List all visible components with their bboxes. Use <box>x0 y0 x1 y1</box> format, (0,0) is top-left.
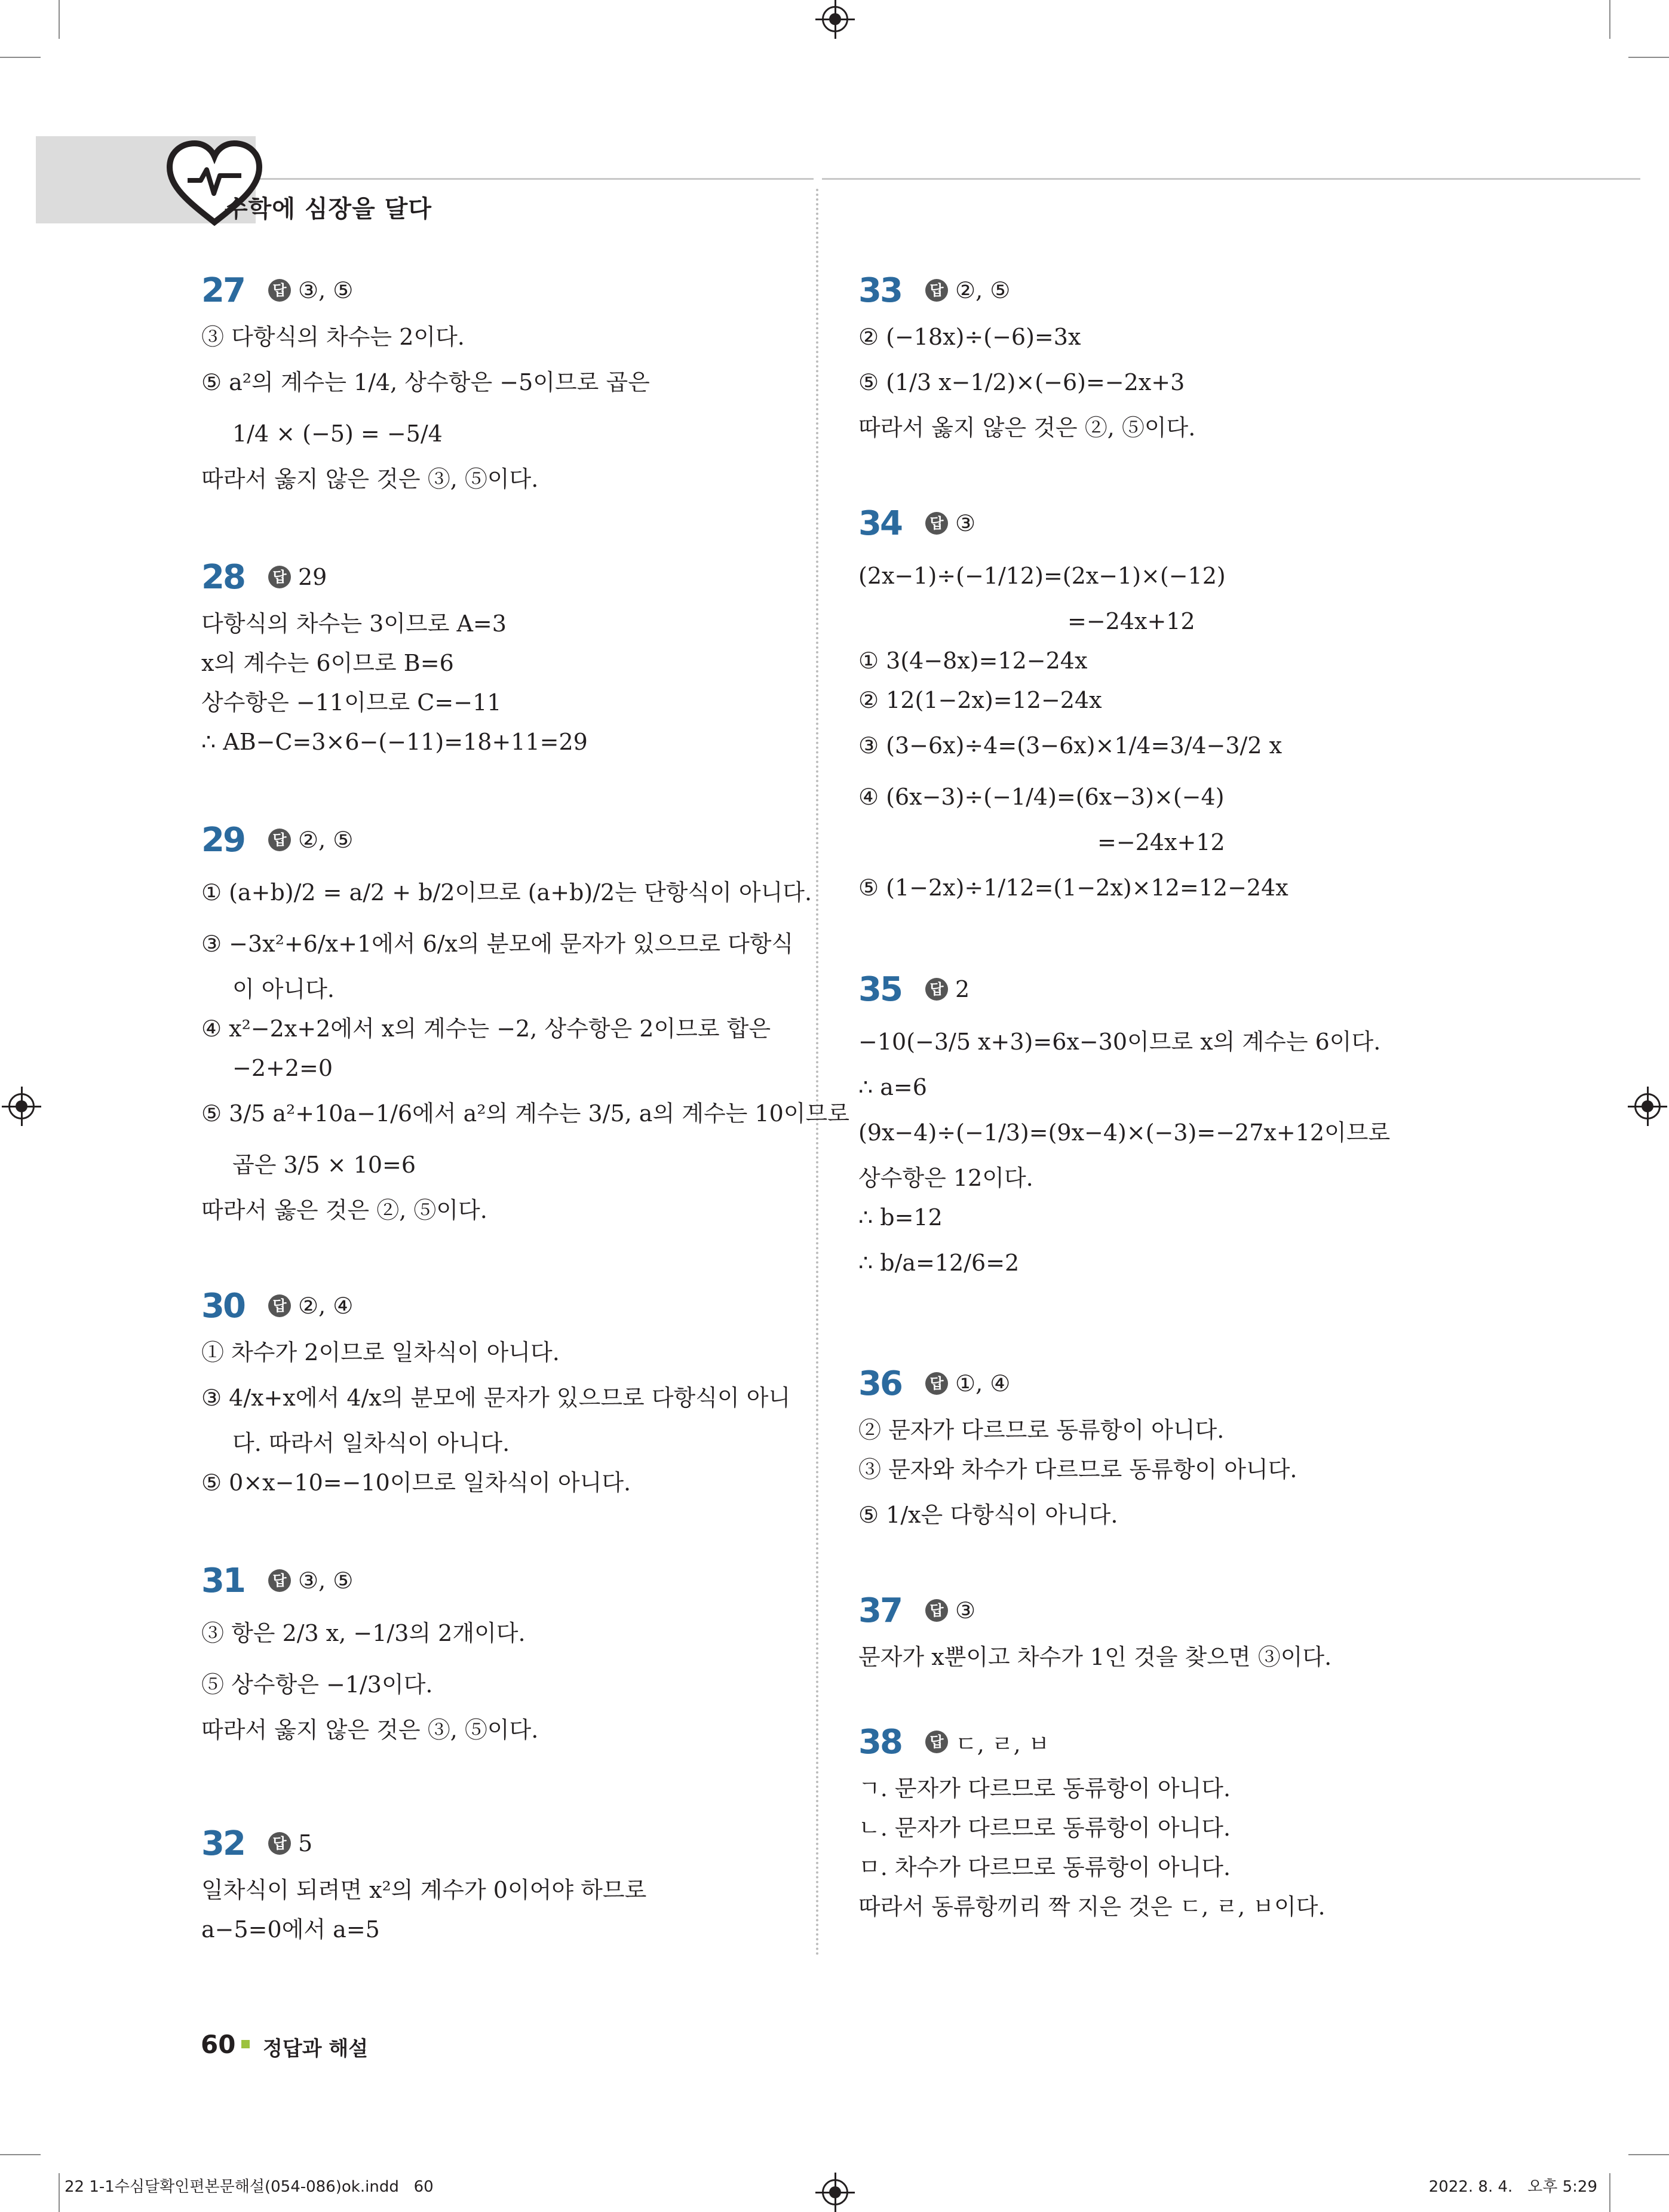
solution-line: 곱은 3/5 × 10=6 <box>232 1152 416 1179</box>
header-rule <box>822 178 1640 180</box>
problem-number: 36 <box>858 1364 901 1403</box>
solution-line: 따라서 옳지 않은 것은 ③, ⑤이다. <box>201 1717 539 1744</box>
problem-number: 35 <box>858 970 901 1009</box>
crop-mark <box>1628 57 1669 58</box>
solution-line: a−5=0에서 a=5 <box>201 1916 380 1943</box>
left-column <box>201 263 849 1959</box>
problem-31 <box>201 1553 799 1816</box>
problem-number: 32 <box>201 1824 244 1863</box>
solution-line: 따라서 옳지 않은 것은 ③, ⑤이다. <box>201 466 539 493</box>
solution-line: 문자가 x뿐이고 차수가 1인 것을 찾으면 ③이다. <box>858 1644 1332 1671</box>
brand-title: 수학에 심장을 달다 <box>225 195 432 223</box>
crop-mark <box>1609 2173 1610 2212</box>
problem-37 <box>858 1583 1456 1714</box>
solution-line: ㄴ. 문자가 다르므로 동류항이 아니다. <box>858 1815 1231 1842</box>
answer-badge-icon: 답 <box>925 1599 948 1622</box>
solution-line: ① 3(4−8x)=12−24x <box>858 648 1088 674</box>
answer-badge-icon: 답 <box>268 1569 291 1592</box>
crop-mark <box>0 57 41 58</box>
answer-badge-icon: 답 <box>268 1832 291 1855</box>
problem-answer: ③ <box>955 1597 976 1624</box>
solution-line: ∴ b/a=12/6=2 <box>858 1250 1020 1277</box>
bullet-square-icon <box>241 2040 250 2048</box>
problem-answer: ②, ⑤ <box>298 827 354 853</box>
answer-badge-icon: 답 <box>268 1294 291 1317</box>
solution-line: =−24x+12 <box>1097 829 1225 856</box>
problem-number: 33 <box>858 271 901 310</box>
solution-line: 일차식이 되려면 x²의 계수가 0이어야 하므로 <box>201 1877 647 1904</box>
problem-answer: 29 <box>298 564 327 590</box>
problem-number: 31 <box>201 1561 244 1600</box>
problem-answer: ②, ④ <box>298 1293 354 1319</box>
column-divider <box>816 189 818 1957</box>
solution-line: ⑤ 3/5 a²+10a−1/6에서 a²의 계수는 3/5, a의 계수는 10이므로 <box>201 1100 849 1127</box>
answer-badge-icon: 답 <box>268 566 291 588</box>
registration-mark-icon <box>822 6 848 32</box>
problem-30 <box>201 1278 799 1553</box>
problem-27 <box>201 263 799 550</box>
problem-number: 37 <box>858 1591 901 1630</box>
answer-badge-icon: 답 <box>268 279 291 302</box>
problem-38 <box>858 1714 1456 1929</box>
solution-line: −10(−3/5 x+3)=6x−30이므로 x의 계수는 6이다. <box>858 1029 1381 1056</box>
crop-mark <box>1628 2154 1669 2155</box>
solution-line: 따라서 옳은 것은 ②, ⑤이다. <box>201 1197 487 1224</box>
solution-line: ④ (6x−3)÷(−1/4)=(6x−3)×(−4) <box>858 784 1225 811</box>
solution-line: 따라서 동류항끼리 짝 지은 것은 ㄷ, ㄹ, ㅂ이다. <box>858 1894 1326 1920</box>
solution-line: 이 아니다. <box>232 976 335 1003</box>
problem-answer: ①, ④ <box>955 1370 1011 1397</box>
problem-35 <box>858 962 1456 1356</box>
solution-line: ∴ AB−C=3×6−(−11)=18+11=29 <box>201 729 588 756</box>
answer-badge-icon: 답 <box>925 512 948 535</box>
solution-line: ③ 문자와 차수가 다르므로 동류항이 아니다. <box>858 1456 1297 1483</box>
solution-line: (9x−4)÷(−1/3)=(9x−4)×(−3)=−27x+12이므로 <box>858 1119 1391 1146</box>
solution-line: 상수항은 12이다. <box>858 1165 1033 1192</box>
crop-mark <box>1609 0 1610 39</box>
solution-line: ③ (3−6x)÷4=(3−6x)×1/4=3/4−3/2 x <box>858 732 1283 759</box>
print-slug-file: 22 1-1수심달확인편본문해설(054-086)ok.indd 60 <box>65 2178 434 2196</box>
solution-line: 따라서 옳지 않은 것은 ②, ⑤이다. <box>858 415 1196 441</box>
header-rule <box>256 178 814 180</box>
print-slug-datetime: 2022. 8. 4. 오후 5:29 <box>1428 2178 1597 2196</box>
crop-mark <box>0 2154 41 2155</box>
solution-line: ② 문자가 다르므로 동류항이 아니다. <box>858 1417 1225 1444</box>
solution-line: ② 12(1−2x)=12−24x <box>858 687 1102 714</box>
problem-34 <box>858 496 1456 962</box>
solution-line: 1/4 × (−5) = −5/4 <box>232 421 443 447</box>
solution-line: ⑤ a²의 계수는 1/4, 상수항은 −5이므로 곱은 <box>201 369 650 396</box>
solution-line: ∴ b=12 <box>858 1204 943 1231</box>
problem-number: 27 <box>201 271 244 310</box>
solution-line: 다항식의 차수는 3이므로 A=3 <box>201 610 507 637</box>
problem-number: 29 <box>201 820 244 860</box>
problem-answer: ③, ⑤ <box>298 277 354 303</box>
solution-line: =−24x+12 <box>1067 608 1195 635</box>
solution-line: ② (−18x)÷(−6)=3x <box>858 324 1081 351</box>
solution-line: ㅁ. 차수가 다르므로 동류항이 아니다. <box>858 1854 1231 1881</box>
problem-answer: ②, ⑤ <box>955 277 1011 303</box>
solution-line: ⑤ (1−2x)÷1/12=(1−2x)×12=12−24x <box>858 875 1288 901</box>
solution-line: 상수항은 −11이므로 C=−11 <box>201 689 502 716</box>
problem-answer: ㄷ, ㄹ, ㅂ <box>955 1731 1050 1757</box>
crop-mark <box>59 2173 60 2212</box>
solution-line: ③ 다항식의 차수는 2이다. <box>201 324 465 351</box>
problem-32 <box>201 1816 799 1959</box>
problem-answer: 2 <box>955 976 970 1002</box>
right-column <box>858 263 1456 1929</box>
solution-line: ③ −3x²+6/x+1에서 6/x의 분모에 문자가 있으므로 다항식 <box>201 931 794 958</box>
solution-line: ⑤ 상수항은 −1/3이다. <box>201 1671 433 1698</box>
problem-number: 30 <box>201 1286 244 1326</box>
page-number: 60 <box>201 2030 236 2059</box>
registration-mark-icon <box>1634 1093 1661 1119</box>
answer-badge-icon: 답 <box>925 978 948 1001</box>
problem-29 <box>201 812 849 1278</box>
problem-36 <box>858 1356 1456 1583</box>
solution-line: 다. 따라서 일차식이 아니다. <box>232 1430 510 1457</box>
answer-badge-icon: 답 <box>925 1372 948 1395</box>
solution-line: ㄱ. 문자가 다르므로 동류항이 아니다. <box>858 1775 1231 1802</box>
solution-line: x의 계수는 6이므로 B=6 <box>201 650 454 677</box>
problem-28 <box>201 550 799 812</box>
registration-mark-icon <box>822 2179 848 2205</box>
problem-number: 28 <box>201 557 244 597</box>
solution-line: −2+2=0 <box>232 1055 333 1082</box>
solution-line: ⑤ 0×x−10=−10이므로 일차식이 아니다. <box>201 1469 631 1496</box>
problem-answer: 5 <box>298 1830 313 1857</box>
solution-line: ⑤ 1/x은 다항식이 아니다. <box>858 1502 1118 1529</box>
crop-mark <box>59 0 60 39</box>
solution-line: ① 차수가 2이므로 일차식이 아니다. <box>201 1339 560 1366</box>
problem-answer: ③, ⑤ <box>298 1567 354 1594</box>
solution-line: ③ 항은 2/3 x, −1/3의 2개이다. <box>201 1620 526 1647</box>
section-label: 정답과 해설 <box>263 2037 369 2061</box>
solution-line: (2x−1)÷(−1/12)=(2x−1)×(−12) <box>858 563 1226 590</box>
solution-line: ∴ a=6 <box>858 1074 927 1101</box>
problem-number: 34 <box>858 504 901 543</box>
registration-mark-icon <box>8 1093 35 1119</box>
answer-badge-icon: 답 <box>268 829 291 851</box>
problem-number: 38 <box>858 1722 901 1762</box>
solution-line: ① (a+b)/2 = a/2 + b/2이므로 (a+b)/2는 단항식이 아니다. <box>201 879 812 906</box>
solution-line: ④ x²−2x+2에서 x의 계수는 −2, 상수항은 2이므로 합은 <box>201 1016 771 1042</box>
answer-badge-icon: 답 <box>925 279 948 302</box>
problem-33 <box>858 263 1456 496</box>
solution-line: ③ 4/x+x에서 4/x의 분모에 문자가 있으므로 다항식이 아니 <box>201 1385 791 1412</box>
answer-badge-icon: 답 <box>925 1731 948 1753</box>
problem-answer: ③ <box>955 510 976 536</box>
solution-line: ⑤ (1/3 x−1/2)×(−6)=−2x+3 <box>858 369 1185 396</box>
